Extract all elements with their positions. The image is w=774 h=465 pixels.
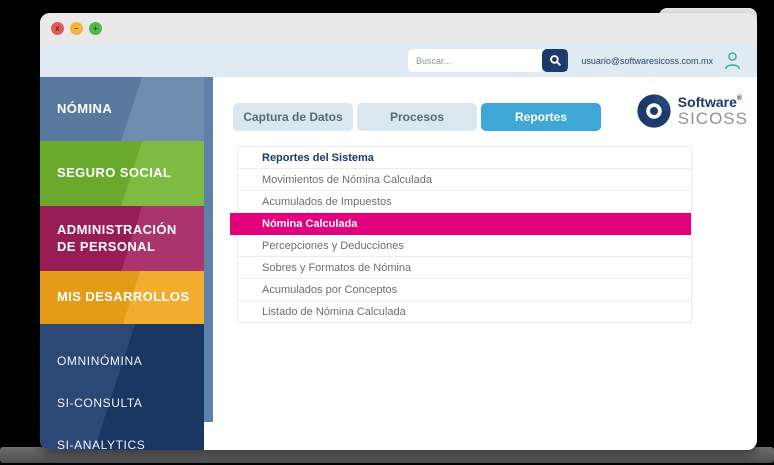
report-list-header: Reportes del Sistema xyxy=(238,147,691,169)
sidebar-item-label: SEGURO SOCIAL xyxy=(57,165,172,181)
app-window xyxy=(40,13,757,450)
minimize-button[interactable]: – xyxy=(70,22,83,35)
window-body xyxy=(40,77,757,450)
report-list xyxy=(237,146,692,323)
search-bar xyxy=(408,49,568,72)
sidebar-accent-strip xyxy=(204,77,213,422)
close-button[interactable]: x xyxy=(51,22,64,35)
logo-wordmark-top: Software® xyxy=(677,94,743,110)
search-input[interactable] xyxy=(408,49,545,72)
report-item-listado-de-n-mina-calculada[interactable]: Listado de Nómina Calculada xyxy=(238,301,691,323)
tab-reportes[interactable]: Reportes xyxy=(481,103,601,131)
report-item-acumulados-de-impuestos[interactable]: Acumulados de Impuestos xyxy=(238,191,691,213)
sidebar-item-label: DE PERSONAL xyxy=(57,238,156,254)
user-icon xyxy=(724,51,741,70)
window-titlebar xyxy=(40,13,757,44)
brand-logo xyxy=(635,92,748,130)
sidebar-item-label: ADMINISTRACIÓN xyxy=(57,221,177,237)
sidebar-item-administraci-n-de-personal[interactable] xyxy=(40,206,204,271)
search-button[interactable] xyxy=(542,49,568,72)
sidebar-item-n-mina[interactable] xyxy=(40,77,204,141)
logo-wordmark-bottom: SICOSS xyxy=(677,109,748,128)
search-icon xyxy=(549,54,562,67)
report-item-sobres-y-formatos-de-n-mina[interactable]: Sobres y Formatos de Nómina xyxy=(238,257,691,279)
user-email: usuario@softwaresicoss.com.mx xyxy=(581,55,713,66)
sidebar-item-mis-desarrollos[interactable] xyxy=(40,271,204,324)
account-menu[interactable] xyxy=(566,49,741,72)
top-toolbar xyxy=(40,44,757,77)
sidebar-item-si-consulta[interactable]: SI-CONSULTA xyxy=(57,396,143,410)
report-item-acumulados-por-conceptos[interactable]: Acumulados por Conceptos xyxy=(238,279,691,301)
tab-procesos[interactable]: Procesos xyxy=(357,103,477,131)
sidebar-item-label: MIS DESARROLLOS xyxy=(57,289,190,305)
report-item-percepciones-y-deducciones[interactable]: Percepciones y Deducciones xyxy=(238,235,691,257)
sidebar-item-label: NÓMINA xyxy=(57,100,113,116)
main-content xyxy=(213,77,757,450)
tab-captura-de-datos[interactable]: Captura de Datos xyxy=(233,103,353,131)
maximize-button[interactable]: + xyxy=(89,22,102,35)
report-item-n-mina-calculada[interactable]: Nómina Calculada xyxy=(230,213,691,235)
sidebar-item-si-analytics[interactable]: SI-ANALYTICS xyxy=(57,438,146,450)
sidebar xyxy=(40,77,213,450)
sidebar-item-omnin-mina[interactable]: OMNINÓMINA xyxy=(57,354,143,368)
toolbar-divider xyxy=(566,50,567,71)
sidebar-item-seguro-social[interactable] xyxy=(40,141,204,206)
sicoss-logo-icon xyxy=(635,92,673,130)
sidebar-modules xyxy=(40,324,204,450)
report-item-movimientos-de-n-mina-calculada[interactable]: Movimientos de Nómina Calculada xyxy=(238,169,691,191)
